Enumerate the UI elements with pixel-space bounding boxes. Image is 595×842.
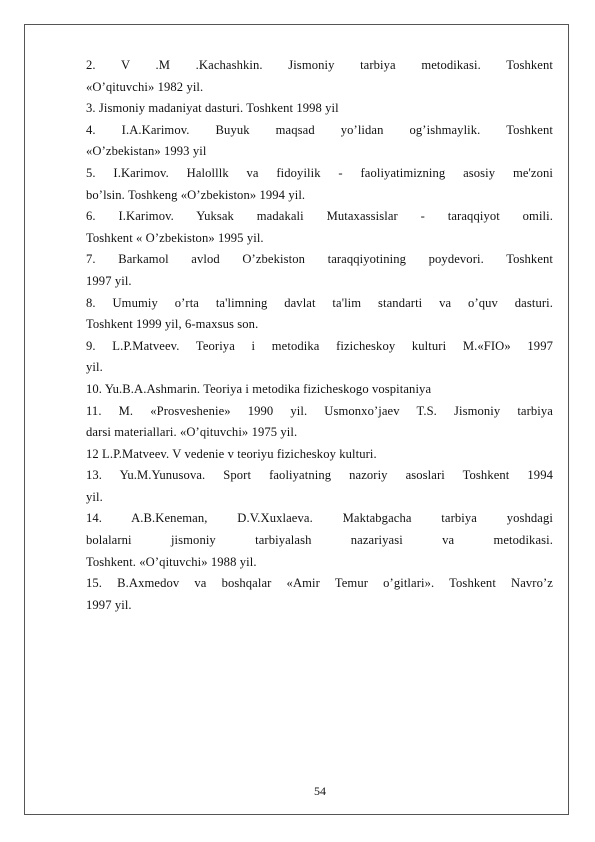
reference-line: bolalarni jismoniy tarbiyalash nazariyasi va metodikasi.: [86, 533, 553, 548]
reference-item-13: [86, 465, 553, 508]
reference-item-4: [86, 120, 553, 163]
reference-line: yil.: [86, 489, 103, 504]
reference-item-10: [86, 379, 553, 401]
reference-line: 14. A.B.Keneman, D.V.Xuxlaeva. Maktabgacha tarbiya yoshdagi: [86, 511, 553, 526]
reference-line: Toshkent 1999 yil, 6-maxsus son.: [86, 317, 259, 332]
reference-line: 3. Jismoniy madaniyat dasturi. Toshkent 1998 yil: [86, 101, 339, 116]
reference-line: yil.: [86, 360, 103, 375]
reference-line: 9. L.P.Matveev. Teoriya i metodika fizicheskoy kulturi M.«FIO» 1997: [86, 338, 553, 353]
reference-line: 1997 yil.: [86, 273, 132, 288]
reference-line: 8. Umumiy o’rta ta'limning davlat ta'lim standarti va o’quv dasturi.: [86, 295, 553, 310]
reference-line: 2. V .M .Kachashkin. Jismoniy tarbiya metodikasi. Toshkent: [86, 58, 553, 72]
reference-list: [86, 55, 553, 616]
page-number: 54: [314, 784, 326, 798]
reference-line: 1997 yil.: [86, 597, 132, 612]
reference-line: «O’zbekistan» 1993 yil: [86, 144, 207, 159]
reference-line: 6. I.Karimov. Yuksak madakali Mutaxassislar - taraqqiyot omili.: [86, 209, 553, 224]
reference-line: Toshkent. «O’qituvchi» 1988 yil.: [86, 554, 257, 569]
reference-line: darsi materiallari. «O’qituvchi» 1975 yil.: [86, 425, 298, 440]
reference-item-6: [86, 206, 553, 249]
reference-item-15: [86, 573, 553, 616]
reference-line: bo’lsin. Toshkeng «O’zbekiston» 1994 yil.: [86, 187, 306, 202]
reference-item-11: [86, 401, 553, 444]
reference-line: 11. M. «Prosveshenie» 1990 yil. Usmonxo’jaev T.S. Jismoniy tarbiya: [86, 403, 553, 418]
reference-line: «O’qituvchi» 1982 yil.: [86, 79, 204, 94]
reference-line: 13. Yu.M.Yunusova. Sport faoliyatning nazoriy asoslari Toshkent 1994: [86, 468, 553, 483]
reference-item-3: [86, 98, 553, 120]
reference-item-9: [86, 336, 553, 379]
reference-item-8: [86, 293, 553, 336]
reference-line: 10. Yu.B.A.Ashmarin. Teoriya i metodika fizicheskogo vospitaniya: [86, 381, 432, 396]
reference-line: 4. I.A.Karimov. Buyuk maqsad yo’lidan og’ishmaylik. Toshkent: [86, 122, 553, 137]
reference-line: 15. B.Axmedov va boshqalar «Amir Temur o’gitlari». Toshkent Navro’z: [86, 576, 553, 591]
reference-item-7: [86, 249, 553, 292]
reference-line: 12 L.P.Matveev. V vedenie v teoriyu fizicheskoy kulturi.: [86, 446, 377, 461]
reference-item-14: [86, 508, 553, 573]
reference-item-12: [86, 444, 553, 466]
reference-line: 7. Barkamol avlod O’zbekiston taraqqiyotining poydevori. Toshkent: [86, 252, 553, 267]
reference-line: 5. I.Karimov. Halolllk va fidoyilik - faoliyatimizning asosiy me'zoni: [86, 165, 553, 180]
reference-item-5: [86, 163, 553, 206]
reference-item-2: [86, 55, 553, 98]
reference-line: Toshkent « O’zbekiston» 1995 yil.: [86, 230, 264, 245]
